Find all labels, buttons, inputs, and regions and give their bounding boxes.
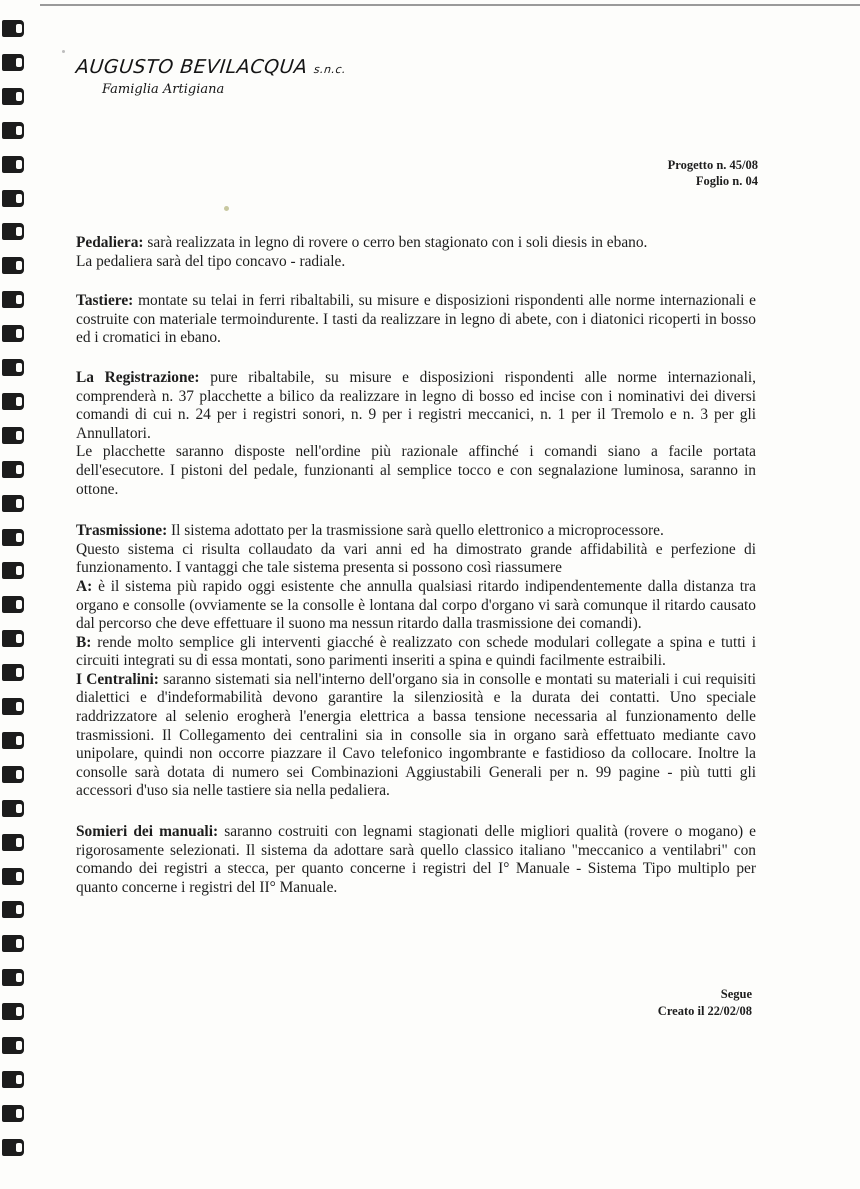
section-heading: Tastiere: <box>76 292 134 310</box>
section-somieri <box>76 823 756 897</box>
section-text: montate su telai in ferri ribaltabili, su misure e disposizioni rispondenti alle norme internazionali e costruite con materiale termoindurente. I tasti da realizzare in legno di abete, con i diatonici ricoperti in bosso ed i cromatici in ebano. <box>76 292 756 347</box>
binding-hole <box>2 1003 24 1020</box>
page-footer <box>658 986 752 1020</box>
section-heading: Trasmissione: <box>76 522 168 540</box>
company-subtitle: Famiglia Artigiana <box>102 82 225 97</box>
creation-date: Creato il 22/02/08 <box>657 1004 752 1018</box>
point-b <box>76 634 756 671</box>
project-reference <box>668 157 758 189</box>
document-body <box>76 234 756 897</box>
point-text: è il sistema più rapido oggi esistente che annulla qualsiasi ritardo indipendentemente dalla distanza tra organo e consolle (ovviamente se la consolle è lontana dal corpo d'organo vi sarà comunque il ritardo causato dal percorso che deve effettuare il suono ma nessun ritardo dalla trasmissione dei comandi). <box>76 577 756 633</box>
spiral-binding <box>0 20 26 1180</box>
binding-hole <box>2 834 24 851</box>
binding-hole <box>2 698 24 715</box>
section-centralini <box>76 671 756 801</box>
binding-hole <box>2 359 24 376</box>
binding-hole <box>2 122 24 139</box>
binding-hole <box>2 461 24 478</box>
section-heading: Pedaliera: <box>76 234 144 251</box>
point-a <box>76 578 756 634</box>
point-label: B: <box>76 633 92 651</box>
binding-hole <box>2 20 24 37</box>
binding-hole <box>2 529 24 546</box>
company-suffix: s.n.c. <box>313 63 347 76</box>
binding-hole <box>2 562 24 579</box>
binding-hole <box>2 596 24 613</box>
section-heading: La Registrazione: <box>76 368 200 386</box>
binding-hole <box>2 868 24 885</box>
section-text: Le placchette saranno disposte nell'ordine più razionale affinché i comandi siano a facile portata dell'esecutore. I pistoni del pedale, funzionanti al semplice tocco e con segnalazione luminosa, saranno in ottone. <box>76 443 756 498</box>
binding-hole <box>2 291 24 308</box>
page-edge-line <box>40 4 860 6</box>
binding-hole <box>2 190 24 207</box>
binding-hole <box>2 427 24 444</box>
section-tastiere <box>76 292 756 348</box>
paper-speck <box>62 50 65 53</box>
binding-hole <box>2 393 24 410</box>
section-text: La pedaliera sarà del tipo concavo - radiale. <box>76 252 346 270</box>
binding-hole <box>2 969 24 986</box>
binding-hole <box>2 325 24 342</box>
section-text: Il sistema adottato per la trasmissione sarà quello elettronico a microprocessore. <box>167 522 664 540</box>
binding-hole <box>2 1105 24 1122</box>
binding-hole <box>2 88 24 105</box>
section-trasmissione <box>76 522 756 541</box>
binding-hole <box>2 630 24 647</box>
section-registrazione <box>76 369 756 443</box>
sheet-number: Foglio n. 04 <box>695 174 758 188</box>
binding-hole <box>2 1071 24 1088</box>
binding-hole <box>2 766 24 783</box>
binding-hole <box>2 54 24 71</box>
binding-hole <box>2 1139 24 1156</box>
company-name-text: AUGUSTO BEVILACQUA <box>74 56 309 78</box>
section-text: saranno sistemati sia nell'interno dell'organo sia in consolle e montati su materiali i cui requisiti dialettici e d'indeformabilità devono garantire la silenziosità e la durata dei contatti. Uno speciale raddrizzatore al selenio erogherà l'energia elettrica a bassa tensione necessaria al funzionamento delle trasmissioni. Il Collegamento dei centralini sia in consolle sia in organo sarà effettuato mediante cavo unipolare, quindi non occorre piazzare il Cavo telefonico ingombrante e fastidioso da collocare. Inoltre la consolle sarà dotata di numero sei Combinazioni Aggiustabili Generali per n. 99 pagine - più tutti gli accessori d'uso sia nelle tastiere sia nella pedaliera. <box>76 670 756 800</box>
point-label: A: <box>76 577 93 595</box>
section-text: Questo sistema ci risulta collaudato da vari anni ed ha dimostrato grande affidabilità e perfezione di funzionamento. I vantaggi che tale sistema presenta si possono così riassumere <box>76 540 756 577</box>
paper-speck <box>224 206 229 211</box>
binding-hole <box>2 732 24 749</box>
binding-hole <box>2 935 24 952</box>
letterhead <box>76 56 346 97</box>
binding-hole <box>2 156 24 173</box>
binding-hole <box>2 257 24 274</box>
company-name <box>75 56 348 78</box>
section-text: sarà realizzata in legno di rovere o cerro ben stagionato con i soli diesis in ebano. <box>143 234 648 251</box>
project-number: Progetto n. 45/08 <box>667 158 758 172</box>
binding-hole <box>2 901 24 918</box>
section-heading: I Centralini: <box>76 670 159 688</box>
binding-hole <box>2 664 24 681</box>
continues-label: Segue <box>720 987 752 1001</box>
binding-hole <box>2 1037 24 1054</box>
binding-hole <box>2 800 24 817</box>
section-text: saranno costruiti con legnami stagionati delle migliori qualità (rovere o mogano) e rigorosamente selezionati. Il sistema da adottare sarà quello classico italiano "meccanico a ventilabri" con comando dei registri a stecca, per quanto concerne i registri del I° Manuale - Sistema Tipo multiplo per quanto concerne i registri del II° Manuale. <box>76 823 756 896</box>
binding-hole <box>2 223 24 240</box>
point-text: rende molto semplice gli interventi giacché è realizzato con schede modulari collegate a spina e tutti i circuiti integrati su di essa montati, sono parimenti inseriti a spina e quindi facilmente estraibili. <box>76 633 756 670</box>
section-pedaliera <box>76 234 756 253</box>
section-heading: Somieri dei manuali: <box>76 823 219 841</box>
section-text: pure ribaltabile, su misure e disposizioni rispondenti alle norme internazionali, comprenderà n. 37 placchette a bilico da realizzare in legno di bosso ed incise con i nominativi dei diversi comandi di cui n. 24 per i registri sonori, n. 9 per i registri meccanici, n. 1 per il Tremolo e n. 3 per gli Annullatori. <box>76 368 756 442</box>
binding-hole <box>2 495 24 512</box>
